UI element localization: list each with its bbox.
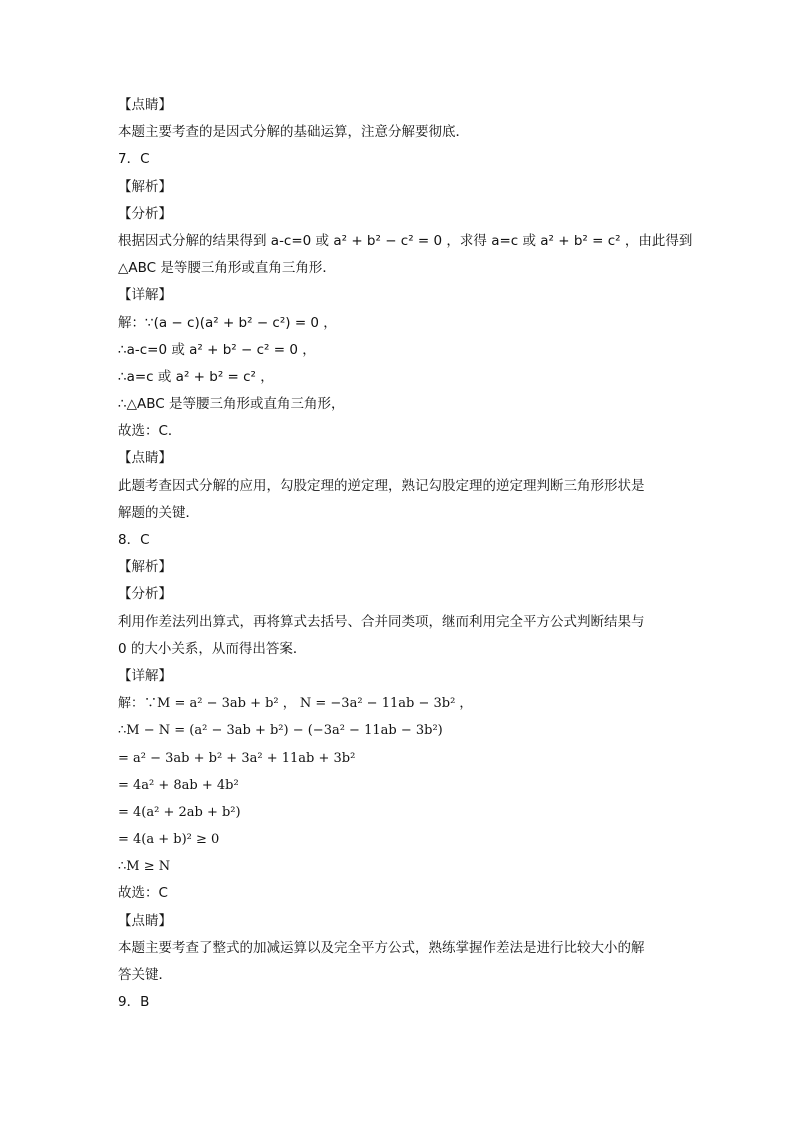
section-heading-dianjing: 【点睛】: [118, 97, 172, 113]
solution-line: = a² − 3ab + b² + 3a² + 11ab + 3b²: [118, 750, 356, 766]
paragraph: 利用作差法列出算式，再将算式去括号、合并同类项，继而利用完全平方公式判断结果与: [118, 613, 645, 630]
solution-line: 解：∵M = a² − 3ab + b² ， N = −3a² − 11ab − 3b² ，: [118, 696, 473, 712]
answer-choice: 故选：C: [118, 885, 168, 902]
answer-number: 9．B: [118, 994, 150, 1011]
section-heading-fenxi: 【分析】: [118, 586, 172, 603]
solution-line: = 4(a² + 2ab + b²): [118, 804, 241, 820]
section-heading-xiangjie: 【详解】: [118, 287, 172, 304]
section-heading-xiangjie: 【详解】: [118, 667, 172, 684]
solution-line: ∴M − N = (a² − 3ab + b²) − (−3a² − 11ab − 3b²): [118, 723, 443, 739]
paragraph: 本题主要考查了整式的加减运算以及完全平方公式，熟练掌握作差法是进行比较大小的解: [118, 939, 645, 956]
solution-line: ∴a-c=0 或 a² + b² − c² = 0 ，: [118, 341, 316, 358]
paragraph: 此题考查因式分解的应用，勾股定理的逆定理，熟记勾股定理的逆定理判断三角形形状是: [118, 477, 645, 494]
solution-line: ∴M ≥ N: [118, 859, 171, 875]
solution-line: = 4(a + b)² ≥ 0: [118, 832, 220, 848]
paragraph: 解题的关键．: [118, 504, 199, 521]
section-heading-dianjing: 【点睛】: [118, 450, 172, 467]
solution-line: ∴△ABC 是等腰三角形或直角三角形，: [118, 396, 345, 413]
answer-number: 7．C: [118, 151, 150, 168]
answer-number: 8．C: [118, 532, 150, 548]
paragraph: 根据因式分解的结果得到 a-c=0 或 a² + b² − c² = 0 ，求得 a=c 或 a² + b² = c² ，由此得到: [118, 232, 693, 249]
paragraph: △ABC 是等腰三角形或直角三角形．: [118, 260, 336, 277]
answer-choice: 故选：C．: [118, 423, 182, 440]
section-heading-dianjing: 【点睛】: [118, 912, 172, 929]
section-heading-jiexi: 【解析】: [118, 178, 172, 195]
paragraph: 答关键．: [118, 967, 172, 983]
section-heading-fenxi: 【分析】: [118, 205, 172, 222]
paragraph: 本题主要考查的是因式分解的基础运算，注意分解要彻底．: [118, 124, 469, 141]
solution-line: ∴a=c 或 a² + b² = c² ，: [118, 368, 274, 385]
document-page: [118, 92, 693, 1016]
solution-line: = 4a² + 8ab + 4b²: [118, 777, 239, 793]
solution-line: 解：∵(a − c)(a² + b² − c²) = 0 ，: [118, 314, 337, 331]
paragraph: 0 的大小关系，从而得出答案．: [118, 640, 307, 657]
section-heading-jiexi: 【解析】: [118, 559, 172, 576]
